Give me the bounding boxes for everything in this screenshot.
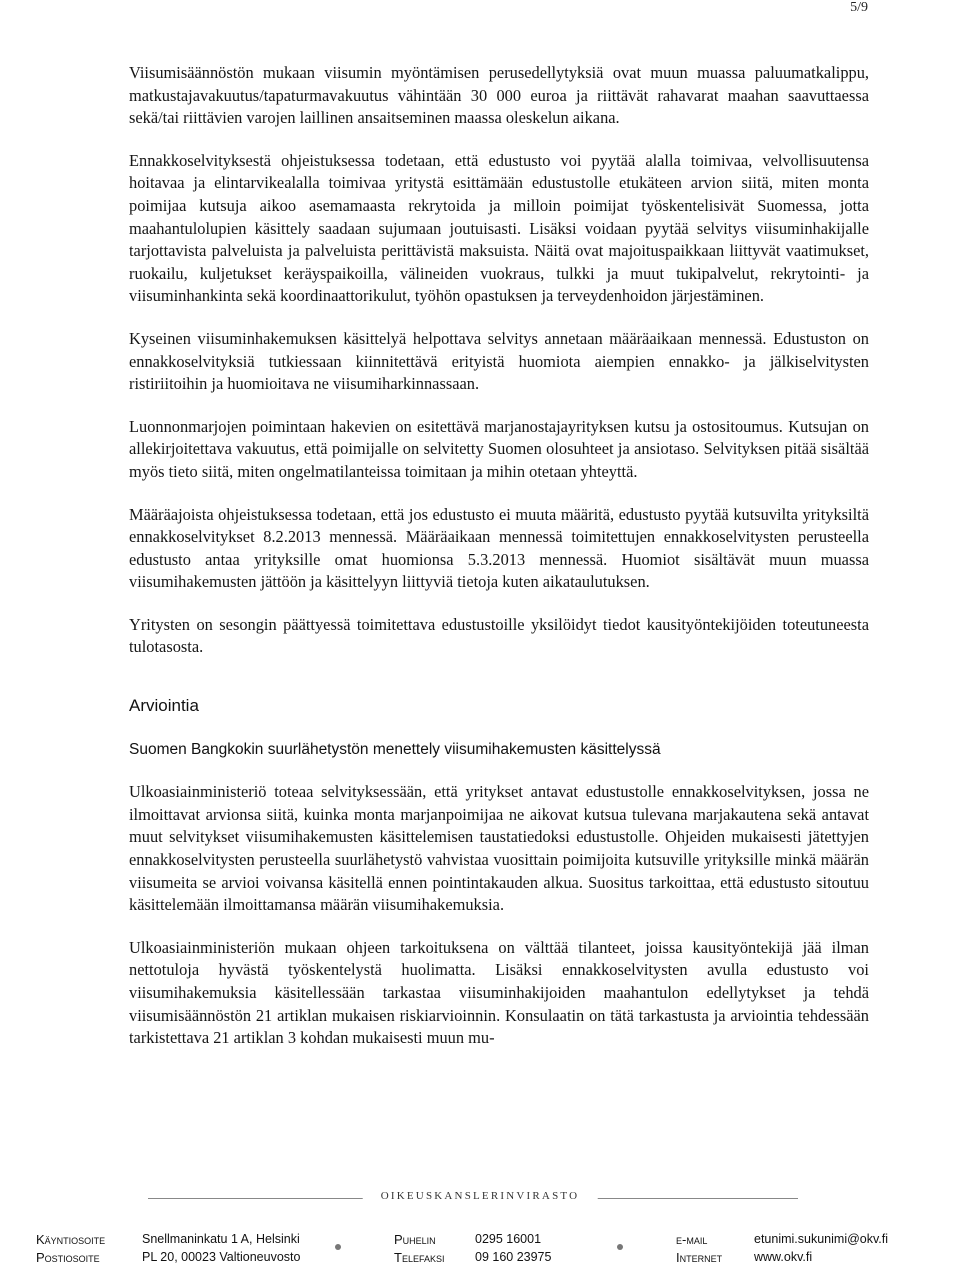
paragraph-advance-report: Ennakkoselvityksestä ohjeistuksessa todetaan, että edustusto voi pyytää alalla toimivaa, velvollisuutensa hoitavaa ja elintarvikealalla toimivaa yritystä esittämään edustustolle etukäteen arvion siitä, miten monta poimijaa kutsuja aikoo asemamaasta rekrytoida ja milloin poimijat työskentelisivät Suomessa, jotta maahantulolupien käsittely saadaan sujumaan joutuisasti. Lisäksi voidaan pyytää selvitys viisuminhakijalle tarjottavista palveluista ja palveluista perittävistä maksuista. Näitä ovat majoituspaikkaan liittyvät vaatimukset, ruokailu, kuljetukset keräyspaikoilla, välineiden vuokraus, tulkki ja muut tukipalvelut, rekrytointi- ja viisuminhankinta sekä koordinaattorikulut, työhön opastuksen ja terveydenhoidon järjestäminen. bbox=[129, 150, 869, 306]
section-subheading: Suomen Bangkokin suurlähetystön menettely viisumihakemusten käsittelyssä bbox=[129, 740, 661, 758]
paragraph-berry-picking: Luonnonmarjojen poimintaan hakevien on esitettävä marjanostajayrityksen kutsu ja ostositoumus. Kutsujan on allekirjoitettava vakuutus, että poimijalle on selvitetty Suomen olosuhteet ja ansiotaso. Selvityksen pitää sisältää myös tieto siitä, miten ongelmatilanteissa toimitaan ja mihin otetaan yhteyttä. bbox=[129, 416, 869, 481]
email-label: e-mail bbox=[676, 1232, 708, 1247]
visit-address-label: Käyntiosoite bbox=[36, 1232, 106, 1247]
phone-value: 0295 16001 bbox=[475, 1232, 542, 1246]
paragraph-ministry-statement: Ulkoasiainministeriö toteaa selvityksessään, että yritykset antavat edustustolle ennakkoselvityksen, jossa ne ilmoittavat arvionsa siitä, kuinka monta marjanpoimijaa ne aikovat kutsua tulevana marjakautena sekä antavat muut selvitykset viisumihakemusten käsittelemisen taustatiedoksi edustustolle. Ohjeiden mukaisesti jätettyjen ennakkoselvitysten perusteella suurlähetystö vahvistaa vuosittain poimijoita kutsuville yrityksille minkä määrän viisumeita se arvioi voivansa käsitellä ennen pointintakauden alkua. Suositus tarkoittaa, että edustusto sitoutuu käsittelemään ilmoittamansa määrän viisumihakemuksia. bbox=[129, 782, 869, 915]
postal-address-label: Postiosoite bbox=[36, 1250, 100, 1265]
postal-address-value: PL 20, 00023 Valtioneuvosto bbox=[142, 1250, 301, 1264]
internet-value[interactable]: www.okv.fi bbox=[754, 1250, 813, 1264]
email-value[interactable]: etunimi.sukunimi@okv.fi bbox=[754, 1232, 889, 1246]
footer-organization: OIKEUSKANSLERINVIRASTO bbox=[363, 1190, 598, 1202]
paragraph-deadline-report: Kyseinen viisuminhakemuksen käsittelyä helpottava selvitys annetaan määräaikaan mennessä. Edustuston on ennakkoselvityksiä tutkiessaan kiinnitettävä erityistä huomiota aiempien ennakko- ja jälkiselvitysten ristiriitoihin ja huomioitava ne viisumiharkinnassaan. bbox=[129, 328, 869, 394]
page-number: 5/9 bbox=[850, 0, 868, 15]
paragraph-season-end: Yritysten on sesongin päättyessä toimitettava edustustoille yksilöidyt tiedot kausityöntekijöiden toteutuneesta tulotasosta. bbox=[129, 614, 869, 657]
fax-label: Telefaksi bbox=[394, 1250, 445, 1265]
internet-label: Internet bbox=[676, 1250, 723, 1265]
footer-row-2 bbox=[36, 1250, 916, 1266]
paragraph-ministry-purpose: Ulkoasiainministeriön mukaan ohjeen tarkoituksena on välttää tilanteet, joissa kausityöntekijä jää ilman nettotuloja hyvästä työskentelystä huolimatta. Lisäksi ennakkoselvitysten avulla edustusto voi viisumihakemuksia käsitellessään tarkastaa viisuminhakijoiden maahantulon edellytykset ja tehdä viisumisäännöstön 21 artiklan mukaisen riskiarvioinnin. Konsulaatin on tätä tarkastusta ja arviointia tehdessään tarkistettava 21 artiklan 3 kohdan mukaisesti muun mu- bbox=[129, 937, 869, 1048]
section-heading: Arviointia bbox=[129, 696, 199, 716]
fax-value: 09 160 23975 bbox=[475, 1250, 552, 1264]
footer-row-1 bbox=[36, 1232, 916, 1248]
visit-address-value: Snellmaninkatu 1 A, Helsinki bbox=[142, 1232, 300, 1246]
paragraph-deadlines: Määräajoista ohjeistuksessa todetaan, että jos edustusto ei muuta määritä, edustusto pyytää kutsuvilta yrityksiltä ennakkoselvitykset 8.2.2013 mennessä. Määräaikaan mennessä toimitettujen ennakkoselvitysten perusteella edustusto antaa yrityksille omat huomionsa 5.3.2013 mennessä. Huomiot sisältävät muun muassa viisumihakemusten jättöön ja käsittelyyn liittyviä tietoja kuten aikataulutuksen. bbox=[129, 504, 869, 592]
document-body bbox=[129, 62, 869, 1070]
phone-label: Puhelin bbox=[394, 1232, 436, 1247]
paragraph-visa-requirements: Viisumisäännöstön mukaan viisumin myöntämisen perusedellytyksiä ovat muun muassa paluumatkalippu, matkustajavakuutus/tapaturmavakuutus vähintään 30 000 euroa ja riittävät rahavarat maahan saavuttaessa sekä/tai riittävien varojen laillinen ansaitseminen maassa oleskelun aikana. bbox=[129, 63, 869, 128]
